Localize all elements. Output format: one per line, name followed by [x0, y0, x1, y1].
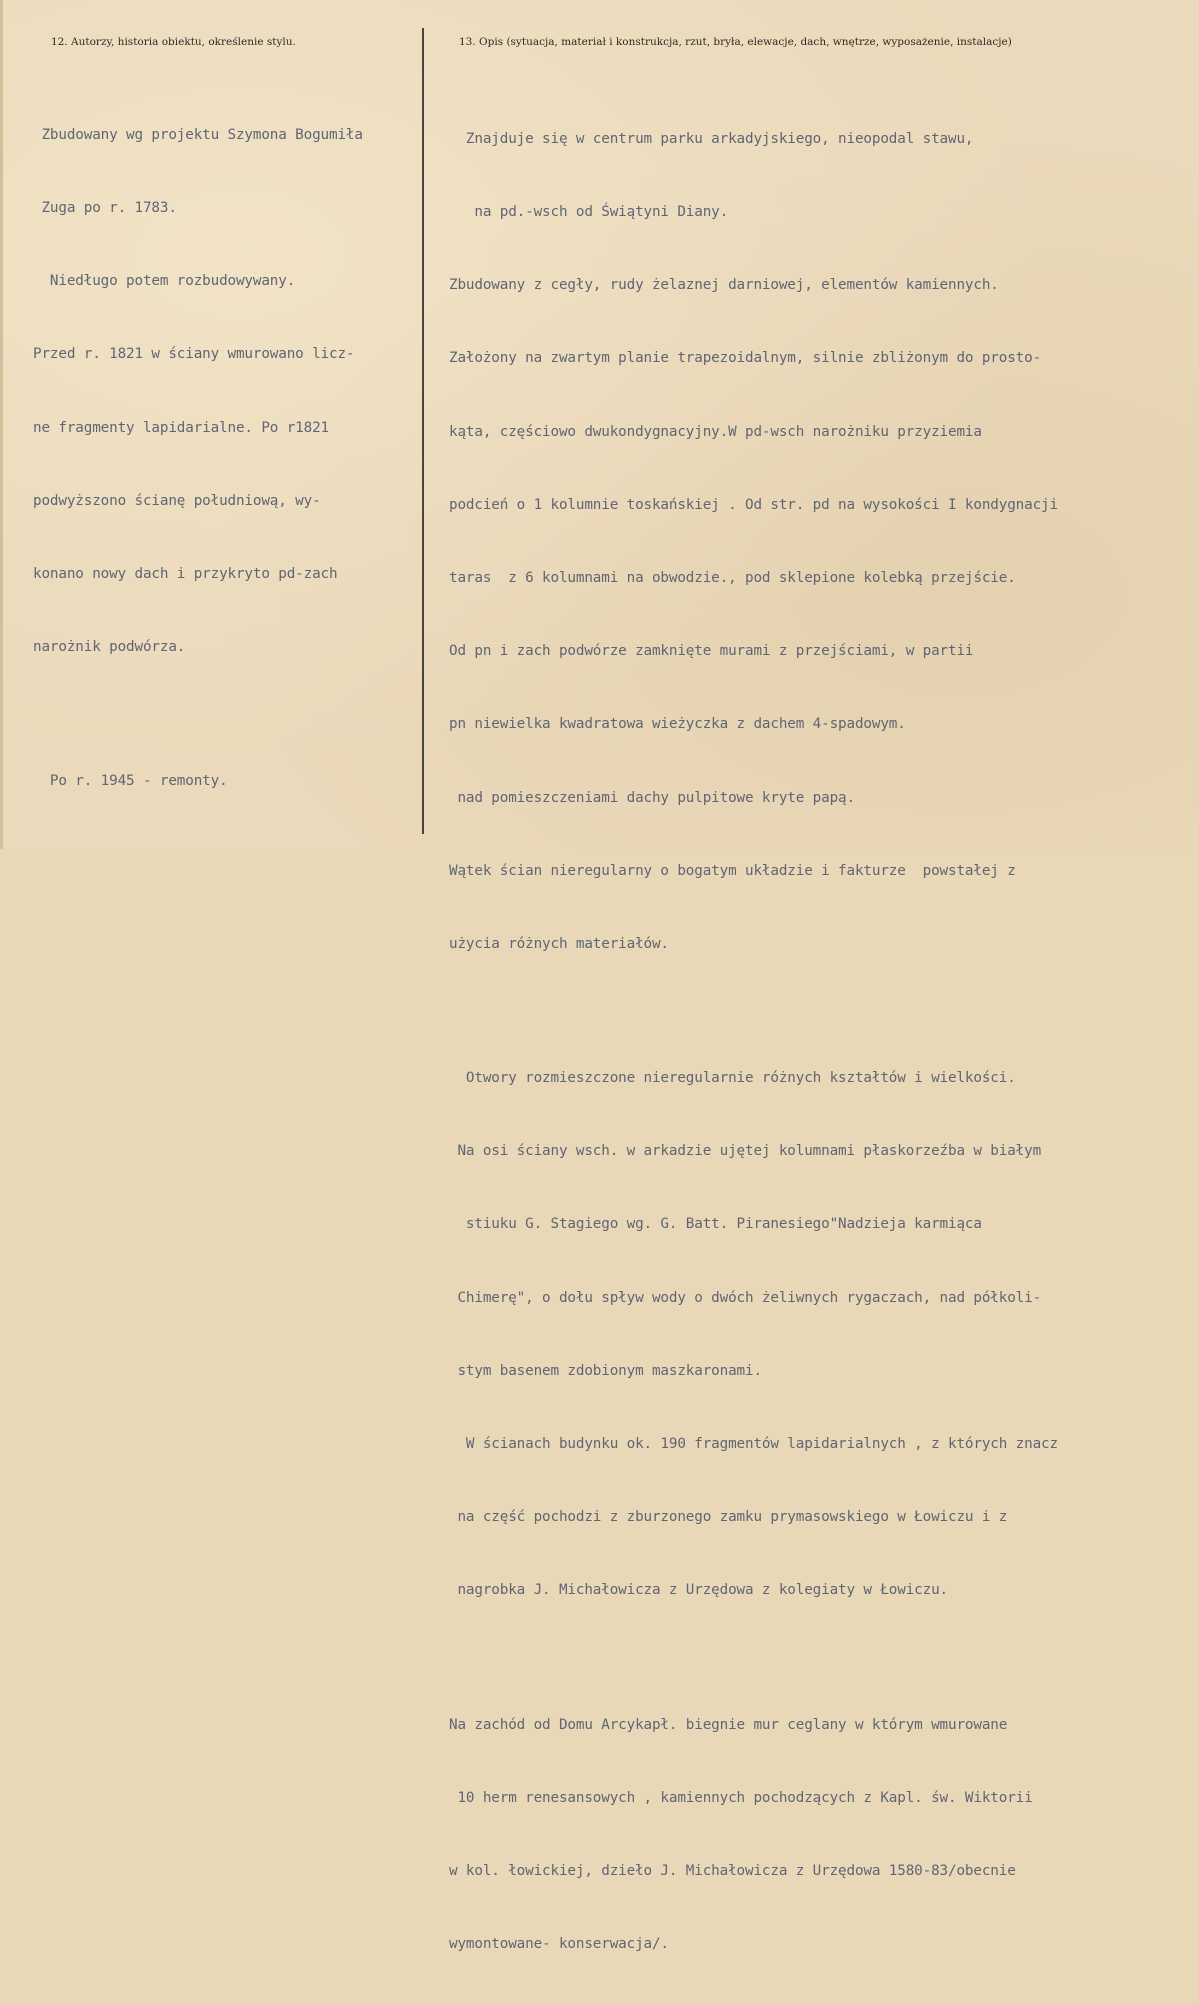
text-line: Niedługo potem rozbudowywany. — [33, 273, 296, 290]
text-line: Zbudowany z cegły, rudy żelaznej darniowej, elementów kamiennych. — [449, 277, 999, 294]
text-line: nad pomieszczeniami dachy pulpitowe kryte papą. — [449, 789, 855, 806]
text-line: podwyższono ścianę południową, wy- — [33, 492, 321, 509]
paragraph-gap — [33, 708, 413, 720]
text-line: stiuku G. Stagiego wg. G. Batt. Piranesiego"Nadzieja karmiąca — [449, 1216, 982, 1233]
text-line: Na zachód od Domu Arcykapł. biegnie mur ceglany w którym wmurowane — [449, 1716, 1008, 1733]
text-line: na pd.-wsch od Świątyni Diany. — [449, 204, 729, 221]
text-line: Przed r. 1821 w ściany wmurowano licz- — [33, 346, 355, 363]
paragraph-gap — [449, 1652, 1199, 1664]
text-line: taras z 6 kolumnami na obwodzie., pod sklepione kolebką przejście. — [449, 570, 1016, 587]
history-text — [33, 74, 413, 842]
text-line: na część pochodzi z zburzonego zamku prymasowskiego w Łowiczu i z — [449, 1509, 1008, 1526]
section-13-header: 13. Opis (sytuacja, materiał i konstrukcja, rzut, bryła, elewacje, dach, wnętrze, wyposażenie, instalacje) — [459, 36, 1012, 48]
text-line: Wątek ścian nieregularny o bogatym układzie i fakturze powstałej z — [449, 862, 1016, 879]
text-line: Chimerę", o dołu spływ wody o dwóch żeliwnych rygaczach, nad półkoli- — [449, 1289, 1042, 1306]
text-line: kąta, częściowo dwukondygnacyjny.W pd-wsch narożniku przyziemia — [449, 423, 982, 440]
text-line: stym basenem zdobionym maszkaronami. — [449, 1362, 762, 1379]
text-line: W ścianach budynku ok. 190 fragmentów lapidarialnych , z których znacz — [449, 1436, 1058, 1453]
text-line: Po r. 1945 - remonty. — [33, 773, 228, 790]
text-line: narożnik podwórza. — [33, 639, 186, 656]
text-line: 10 herm renesansowych , kamiennych pochodzących z Kapl. św. Wiktorii — [449, 1789, 1033, 1806]
text-line: podcień o 1 kolumnie toskańskiej . Od str. pd na wysokości I kondygnacji — [449, 496, 1058, 513]
text-line: Od pn i zach podwórze zamknięte murami z przejściami, w partii — [449, 643, 974, 660]
text-line: Otwory rozmieszczone nieregularnie różnych kształtów i wielkości. — [449, 1070, 1016, 1087]
text-line: wymontowane- konserwacja/. — [449, 1936, 669, 1953]
text-line: Znajduje się w centrum parku arkadyjskiego, nieopodal stawu, — [449, 130, 974, 147]
column-divider — [422, 28, 424, 834]
description-text — [449, 78, 1199, 2005]
text-line: Zuga po r. 1783. — [33, 200, 177, 217]
text-line: nagrobka J. Michałowicza z Urzędowa z kolegiaty w Łowiczu. — [449, 1582, 948, 1599]
text-line: ne fragmenty lapidarialne. Po r1821 — [33, 419, 330, 436]
text-line: użycia różnych materiałów. — [449, 936, 669, 953]
text-line: Na osi ściany wsch. w arkadzie ujętej kolumnami płaskorzeźba w białym — [449, 1143, 1042, 1160]
text-line: pn niewielka kwadratowa wieżyczka z dachem 4-spadowym. — [449, 716, 906, 733]
paragraph-gap — [449, 1005, 1199, 1017]
section-12-header: 12. Autorzy, historia obiektu, określenie stylu. — [51, 36, 296, 48]
text-line: Zbudowany wg projektu Szymona Bogumiła — [33, 126, 363, 143]
text-line: w kol. łowickiej, dzieło J. Michałowicza z Urzędowa 1580-83/obecnie — [449, 1862, 1016, 1879]
text-line: Założony na zwartym planie trapezoidalnym, silnie zbliżonym do prosto- — [449, 350, 1042, 367]
text-line: konano nowy dach i przykryto pd-zach — [33, 566, 338, 583]
